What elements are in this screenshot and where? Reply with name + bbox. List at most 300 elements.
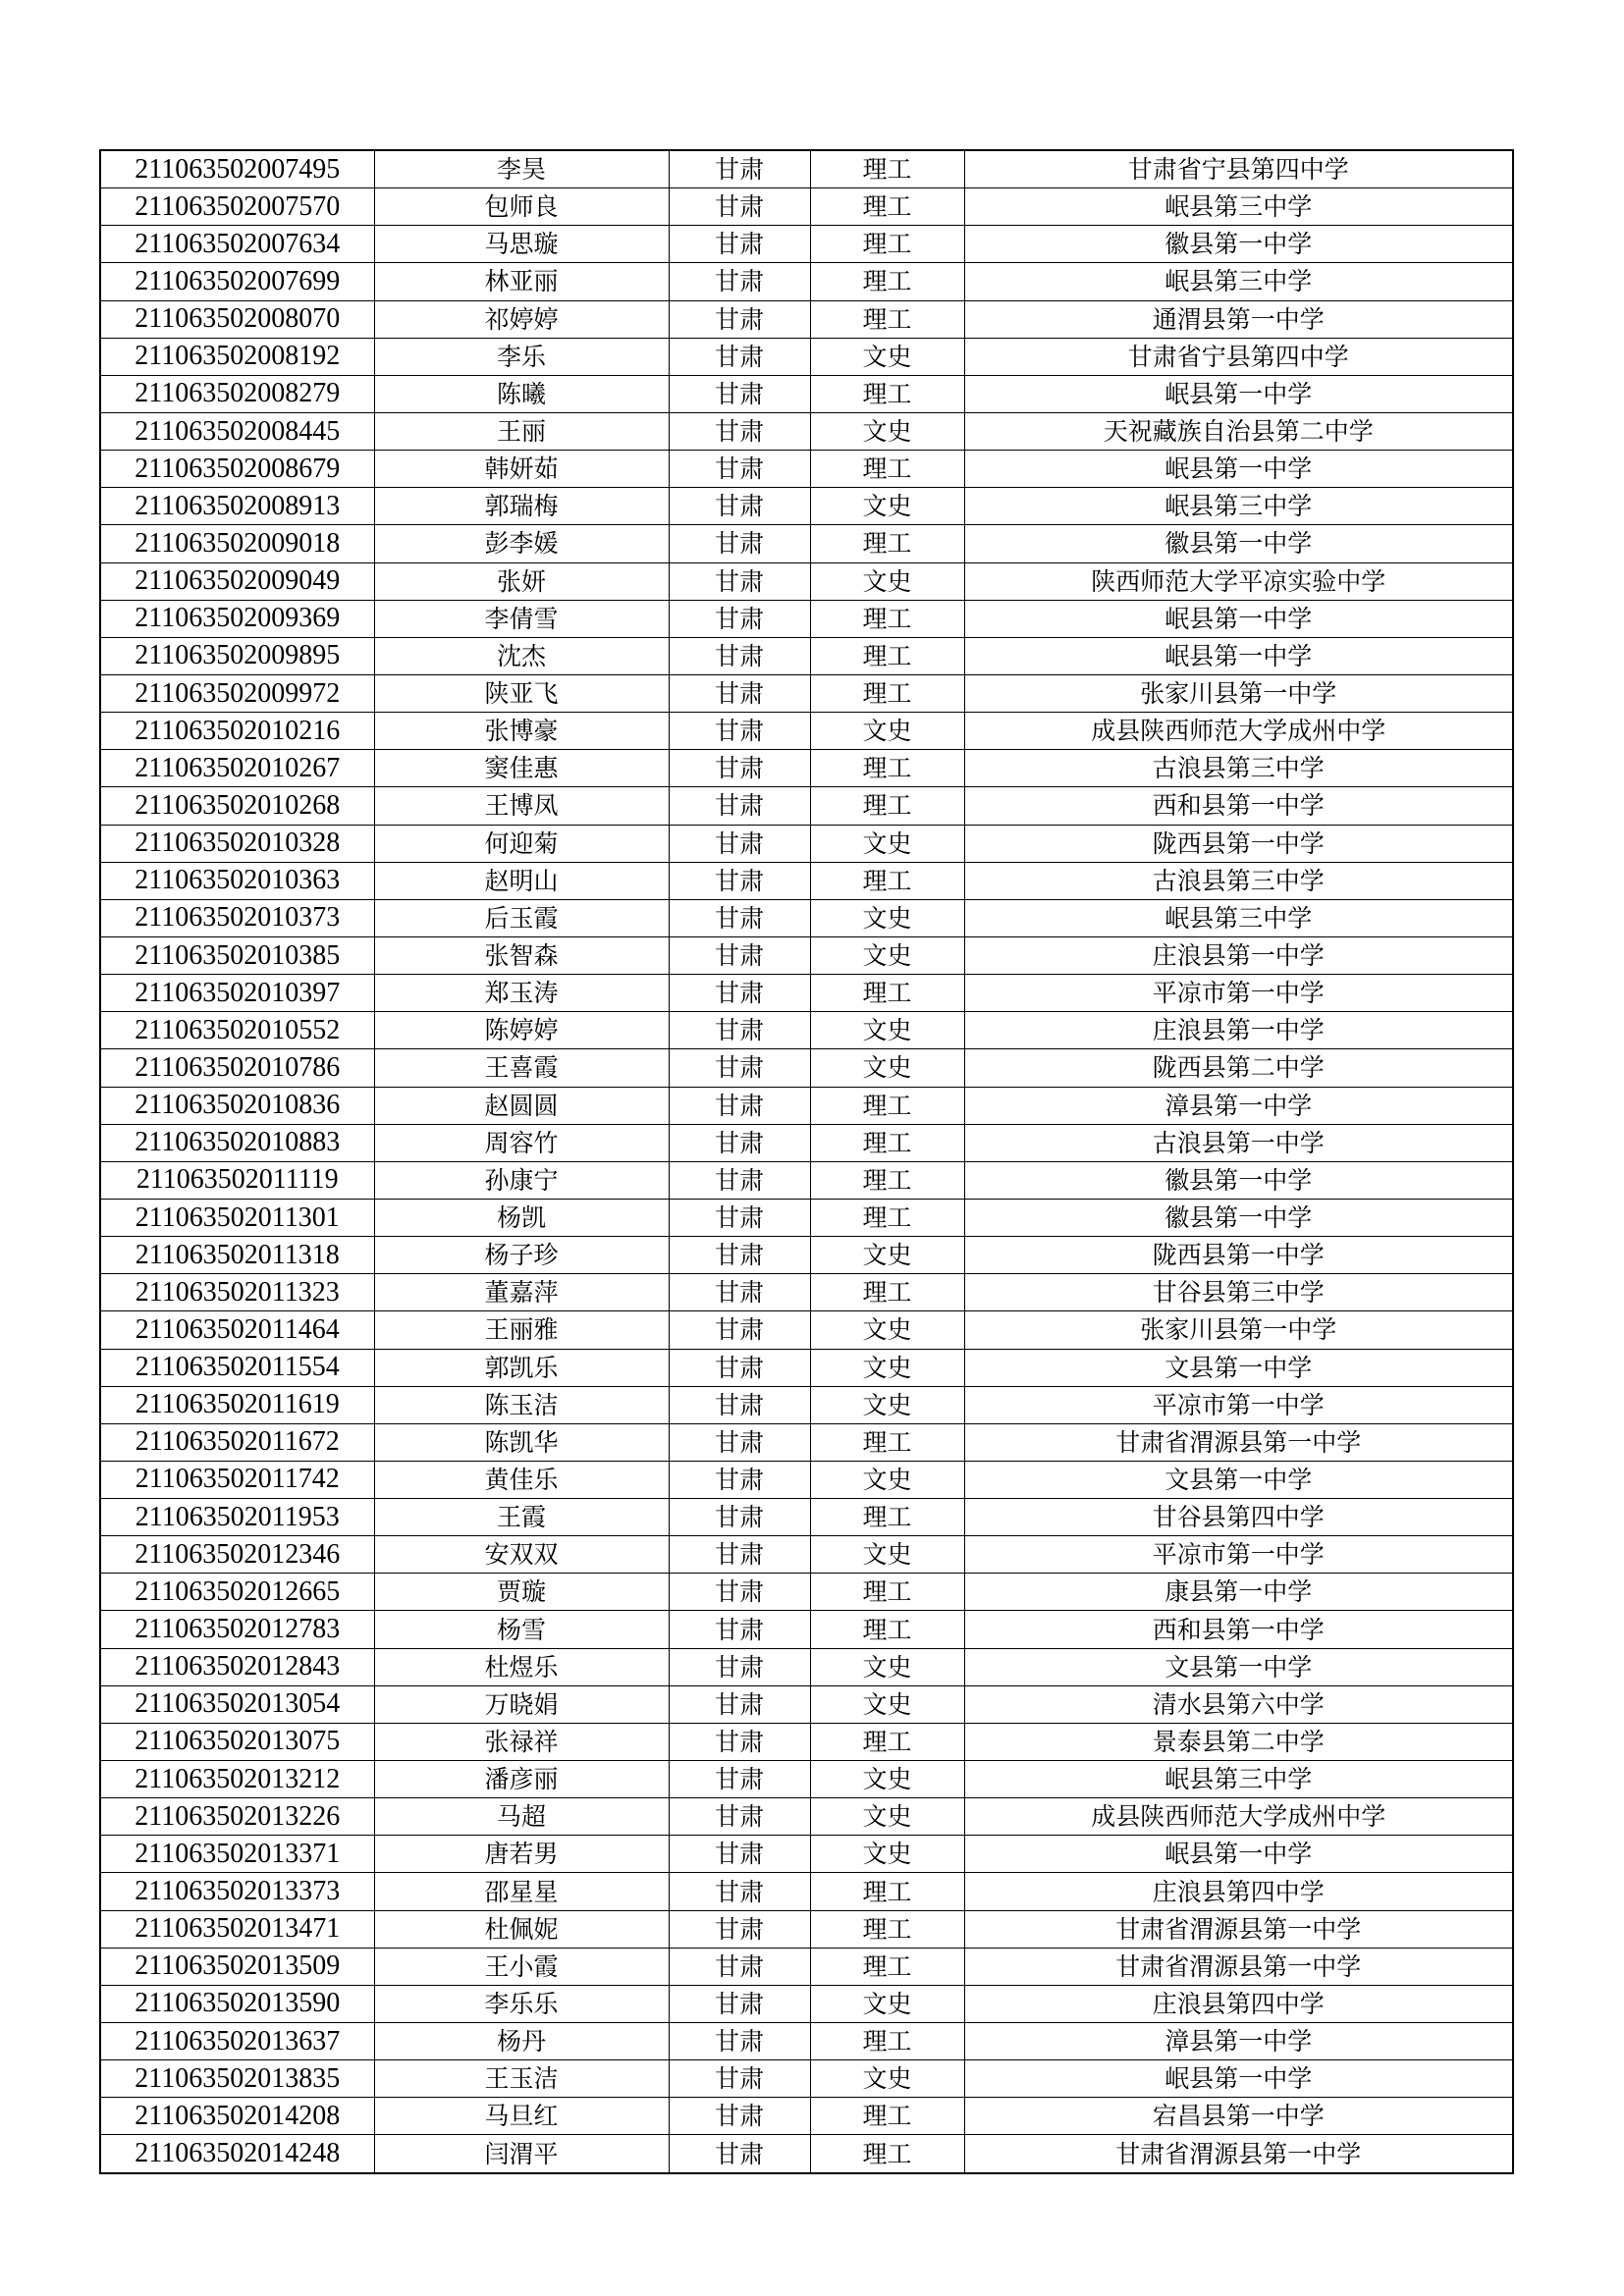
school-name-cell: 景泰县第二中学 [964, 1723, 1513, 1760]
student-name-cell: 唐若男 [374, 1836, 669, 1873]
province-cell: 甘肃 [669, 787, 810, 825]
exam-number-cell: 211063502011318 [100, 1237, 374, 1274]
province-cell: 甘肃 [669, 451, 810, 488]
province-cell: 甘肃 [669, 1311, 810, 1349]
province-cell: 甘肃 [669, 1648, 810, 1685]
province-cell: 甘肃 [669, 1873, 810, 1910]
school-name-cell: 岷县第一中学 [964, 637, 1513, 674]
exam-number-cell: 211063502011672 [100, 1423, 374, 1461]
student-name-cell: 安双双 [374, 1536, 669, 1574]
student-name-cell: 杨丹 [374, 2023, 669, 2060]
exam-number-cell: 211063502013471 [100, 1910, 374, 1948]
student-name-cell: 李倩雪 [374, 600, 669, 637]
exam-number-cell: 211063502013212 [100, 1761, 374, 1798]
subject-type-cell: 文史 [810, 713, 964, 750]
table-row [100, 600, 1513, 637]
province-cell: 甘肃 [669, 1237, 810, 1274]
student-name-cell: 马旦红 [374, 2098, 669, 2135]
table-row [100, 1274, 1513, 1311]
school-name-cell: 清水县第六中学 [964, 1685, 1513, 1723]
exam-number-cell: 211063502008192 [100, 338, 374, 375]
table-row [100, 1049, 1513, 1087]
province-cell: 甘肃 [669, 862, 810, 899]
exam-number-cell: 211063502011301 [100, 1199, 374, 1236]
subject-type-cell: 文史 [810, 1836, 964, 1873]
table-row [100, 1423, 1513, 1461]
student-name-cell: 韩妍茹 [374, 451, 669, 488]
subject-type-cell: 理工 [810, 637, 964, 674]
school-name-cell: 庄浪县第一中学 [964, 1012, 1513, 1049]
exam-number-cell: 211063502010216 [100, 713, 374, 750]
school-name-cell: 成县陕西师范大学成州中学 [964, 1798, 1513, 1836]
province-cell: 甘肃 [669, 375, 810, 412]
student-name-cell: 杨凯 [374, 1199, 669, 1236]
subject-type-cell: 文史 [810, 338, 964, 375]
table-row [100, 1012, 1513, 1049]
school-name-cell: 岷县第一中学 [964, 2060, 1513, 2098]
student-name-cell: 后玉霞 [374, 899, 669, 936]
province-cell: 甘肃 [669, 674, 810, 712]
province-cell: 甘肃 [669, 525, 810, 562]
subject-type-cell: 理工 [810, 451, 964, 488]
subject-type-cell: 文史 [810, 1798, 964, 1836]
exam-number-cell: 211063502010363 [100, 862, 374, 899]
student-name-cell: 张智森 [374, 936, 669, 974]
student-name-cell: 王霞 [374, 1499, 669, 1536]
exam-number-cell: 211063502011619 [100, 1386, 374, 1423]
exam-number-cell: 211063502013054 [100, 1685, 374, 1723]
province-cell: 甘肃 [669, 936, 810, 974]
exam-number-cell: 211063502013637 [100, 2023, 374, 2060]
subject-type-cell: 理工 [810, 1124, 964, 1161]
table-row [100, 1761, 1513, 1798]
school-name-cell: 徽县第一中学 [964, 226, 1513, 263]
school-name-cell: 庄浪县第一中学 [964, 936, 1513, 974]
table-row [100, 300, 1513, 338]
student-name-cell: 张禄祥 [374, 1723, 669, 1760]
student-name-cell: 李昊 [374, 150, 669, 188]
exam-number-cell: 211063502007634 [100, 226, 374, 263]
province-cell: 甘肃 [669, 1499, 810, 1536]
exam-number-cell: 211063502013590 [100, 1985, 374, 2022]
province-cell: 甘肃 [669, 1685, 810, 1723]
subject-type-cell: 理工 [810, 1723, 964, 1760]
exam-number-cell: 211063502014208 [100, 2098, 374, 2135]
student-name-cell: 陈玉洁 [374, 1386, 669, 1423]
table-row [100, 1873, 1513, 1910]
subject-type-cell: 理工 [810, 1910, 964, 1948]
school-name-cell: 岷县第三中学 [964, 899, 1513, 936]
table-row [100, 825, 1513, 862]
exam-number-cell: 211063502010552 [100, 1012, 374, 1049]
subject-type-cell: 理工 [810, 263, 964, 300]
table-row [100, 451, 1513, 488]
school-name-cell: 漳县第一中学 [964, 2023, 1513, 2060]
school-name-cell: 庄浪县第四中学 [964, 1873, 1513, 1910]
table-row [100, 1798, 1513, 1836]
subject-type-cell: 文史 [810, 412, 964, 450]
student-name-cell: 王丽雅 [374, 1311, 669, 1349]
school-name-cell: 岷县第一中学 [964, 451, 1513, 488]
student-name-cell: 杜佩妮 [374, 1910, 669, 1948]
table-row [100, 862, 1513, 899]
school-name-cell: 陇西县第一中学 [964, 1237, 1513, 1274]
school-name-cell: 徽县第一中学 [964, 1161, 1513, 1199]
province-cell: 甘肃 [669, 1087, 810, 1124]
province-cell: 甘肃 [669, 412, 810, 450]
school-name-cell: 岷县第一中学 [964, 375, 1513, 412]
province-cell: 甘肃 [669, 1161, 810, 1199]
exam-number-cell: 211063502013075 [100, 1723, 374, 1760]
exam-number-cell: 211063502011953 [100, 1499, 374, 1536]
table-row [100, 1948, 1513, 1985]
province-cell: 甘肃 [669, 488, 810, 525]
table-row [100, 150, 1513, 188]
exam-number-cell: 211063502010328 [100, 825, 374, 862]
table-row [100, 2023, 1513, 2060]
subject-type-cell: 文史 [810, 488, 964, 525]
table-row [100, 2060, 1513, 2098]
subject-type-cell: 文史 [810, 562, 964, 600]
exam-number-cell: 211063502012783 [100, 1611, 374, 1648]
exam-number-cell: 211063502008679 [100, 451, 374, 488]
student-name-cell: 陈曦 [374, 375, 669, 412]
school-name-cell: 甘肃省渭源县第一中学 [964, 1423, 1513, 1461]
student-name-cell: 杨子珍 [374, 1237, 669, 1274]
student-name-cell: 王小霞 [374, 1948, 669, 1985]
subject-type-cell: 文史 [810, 1648, 964, 1685]
province-cell: 甘肃 [669, 562, 810, 600]
student-name-cell: 沈杰 [374, 637, 669, 674]
school-name-cell: 古浪县第三中学 [964, 750, 1513, 787]
school-name-cell: 甘谷县第三中学 [964, 1274, 1513, 1311]
student-name-cell: 闫渭平 [374, 2135, 669, 2173]
exam-number-cell: 211063502010397 [100, 975, 374, 1012]
school-name-cell: 甘肃省宁县第四中学 [964, 150, 1513, 188]
table-row [100, 899, 1513, 936]
table-row [100, 525, 1513, 562]
province-cell: 甘肃 [669, 1536, 810, 1574]
exam-number-cell: 211063502008279 [100, 375, 374, 412]
table-row [100, 263, 1513, 300]
student-name-cell: 赵明山 [374, 862, 669, 899]
school-name-cell: 平凉市第一中学 [964, 1386, 1513, 1423]
school-name-cell: 文县第一中学 [964, 1461, 1513, 1498]
exam-number-cell: 211063502011742 [100, 1461, 374, 1498]
school-name-cell: 岷县第三中学 [964, 188, 1513, 226]
subject-type-cell: 理工 [810, 1199, 964, 1236]
subject-type-cell: 理工 [810, 1161, 964, 1199]
subject-type-cell: 理工 [810, 600, 964, 637]
school-name-cell: 西和县第一中学 [964, 1611, 1513, 1648]
subject-type-cell: 理工 [810, 1274, 964, 1311]
school-name-cell: 甘肃省宁县第四中学 [964, 338, 1513, 375]
exam-number-cell: 211063502007699 [100, 263, 374, 300]
student-name-cell: 董嘉萍 [374, 1274, 669, 1311]
table-row [100, 1199, 1513, 1236]
table-row [100, 1574, 1513, 1611]
student-name-cell: 张妍 [374, 562, 669, 600]
student-name-cell: 陈婷婷 [374, 1012, 669, 1049]
school-name-cell: 张家川县第一中学 [964, 674, 1513, 712]
province-cell: 甘肃 [669, 1948, 810, 1985]
table-row [100, 936, 1513, 974]
province-cell: 甘肃 [669, 975, 810, 1012]
exam-number-cell: 211063502011323 [100, 1274, 374, 1311]
student-name-cell: 李乐乐 [374, 1985, 669, 2022]
student-name-cell: 王喜霞 [374, 1049, 669, 1087]
school-name-cell: 古浪县第三中学 [964, 862, 1513, 899]
student-name-cell: 郑玉涛 [374, 975, 669, 1012]
table-row [100, 1349, 1513, 1386]
table-row [100, 674, 1513, 712]
table-body [100, 150, 1513, 2173]
subject-type-cell: 文史 [810, 1761, 964, 1798]
student-name-cell: 王玉洁 [374, 2060, 669, 2098]
province-cell: 甘肃 [669, 637, 810, 674]
subject-type-cell: 文史 [810, 1386, 964, 1423]
student-name-cell: 郭瑞梅 [374, 488, 669, 525]
student-list-table [99, 149, 1514, 2174]
province-cell: 甘肃 [669, 825, 810, 862]
exam-number-cell: 211063502011464 [100, 1311, 374, 1349]
table-row [100, 1985, 1513, 2022]
province-cell: 甘肃 [669, 1423, 810, 1461]
subject-type-cell: 理工 [810, 862, 964, 899]
subject-type-cell: 文史 [810, 2060, 964, 2098]
subject-type-cell: 文史 [810, 1237, 964, 1274]
table-row [100, 1611, 1513, 1648]
province-cell: 甘肃 [669, 1723, 810, 1760]
table-row [100, 2135, 1513, 2173]
province-cell: 甘肃 [669, 338, 810, 375]
exam-number-cell: 211063502008445 [100, 412, 374, 450]
subject-type-cell: 文史 [810, 899, 964, 936]
subject-type-cell: 文史 [810, 1012, 964, 1049]
province-cell: 甘肃 [669, 1274, 810, 1311]
subject-type-cell: 理工 [810, 975, 964, 1012]
exam-number-cell: 211063502008913 [100, 488, 374, 525]
exam-number-cell: 211063502010836 [100, 1087, 374, 1124]
student-name-cell: 杜煜乐 [374, 1648, 669, 1685]
subject-type-cell: 理工 [810, 1574, 964, 1611]
subject-type-cell: 理工 [810, 674, 964, 712]
table-row [100, 1087, 1513, 1124]
school-name-cell: 康县第一中学 [964, 1574, 1513, 1611]
table-row [100, 975, 1513, 1012]
province-cell: 甘肃 [669, 2098, 810, 2135]
subject-type-cell: 文史 [810, 825, 964, 862]
subject-type-cell: 理工 [810, 750, 964, 787]
school-name-cell: 成县陕西师范大学成州中学 [964, 713, 1513, 750]
exam-number-cell: 211063502010385 [100, 936, 374, 974]
subject-type-cell: 理工 [810, 1087, 964, 1124]
province-cell: 甘肃 [669, 2135, 810, 2173]
student-name-cell: 郭凯乐 [374, 1349, 669, 1386]
exam-number-cell: 211063502012346 [100, 1536, 374, 1574]
school-name-cell: 宕昌县第一中学 [964, 2098, 1513, 2135]
province-cell: 甘肃 [669, 1461, 810, 1498]
province-cell: 甘肃 [669, 1199, 810, 1236]
school-name-cell: 甘谷县第四中学 [964, 1499, 1513, 1536]
school-name-cell: 徽县第一中学 [964, 1199, 1513, 1236]
subject-type-cell: 理工 [810, 188, 964, 226]
province-cell: 甘肃 [669, 1124, 810, 1161]
student-name-cell: 祁婷婷 [374, 300, 669, 338]
school-name-cell: 张家川县第一中学 [964, 1311, 1513, 1349]
student-name-cell: 万晓娟 [374, 1685, 669, 1723]
subject-type-cell: 理工 [810, 2135, 964, 2173]
province-cell: 甘肃 [669, 1049, 810, 1087]
subject-type-cell: 理工 [810, 1873, 964, 1910]
table-row [100, 713, 1513, 750]
subject-type-cell: 理工 [810, 1423, 964, 1461]
subject-type-cell: 文史 [810, 1349, 964, 1386]
school-name-cell: 岷县第一中学 [964, 600, 1513, 637]
subject-type-cell: 文史 [810, 1536, 964, 1574]
table-row [100, 1536, 1513, 1574]
province-cell: 甘肃 [669, 899, 810, 936]
table-row [100, 1723, 1513, 1760]
student-name-cell: 张博豪 [374, 713, 669, 750]
school-name-cell: 陇西县第一中学 [964, 825, 1513, 862]
province-cell: 甘肃 [669, 750, 810, 787]
student-name-cell: 王博凤 [374, 787, 669, 825]
subject-type-cell: 理工 [810, 525, 964, 562]
table-row [100, 787, 1513, 825]
province-cell: 甘肃 [669, 1761, 810, 1798]
table-row [100, 1910, 1513, 1948]
school-name-cell: 庄浪县第四中学 [964, 1985, 1513, 2022]
province-cell: 甘肃 [669, 150, 810, 188]
school-name-cell: 天祝藏族自治县第二中学 [964, 412, 1513, 450]
table-row [100, 1311, 1513, 1349]
school-name-cell: 岷县第三中学 [964, 263, 1513, 300]
school-name-cell: 文县第一中学 [964, 1349, 1513, 1386]
student-name-cell: 赵圆圆 [374, 1087, 669, 1124]
exam-number-cell: 211063502010267 [100, 750, 374, 787]
student-name-cell: 窦佳惠 [374, 750, 669, 787]
exam-number-cell: 211063502009018 [100, 525, 374, 562]
subject-type-cell: 理工 [810, 1948, 964, 1985]
exam-number-cell: 211063502013835 [100, 2060, 374, 2098]
school-name-cell: 岷县第三中学 [964, 1761, 1513, 1798]
student-name-cell: 林亚丽 [374, 263, 669, 300]
province-cell: 甘肃 [669, 1798, 810, 1836]
exam-number-cell: 211063502011554 [100, 1349, 374, 1386]
student-name-cell: 何迎菊 [374, 825, 669, 862]
province-cell: 甘肃 [669, 1012, 810, 1049]
table-row [100, 1237, 1513, 1274]
student-name-cell: 李乐 [374, 338, 669, 375]
subject-type-cell: 理工 [810, 2098, 964, 2135]
exam-number-cell: 211063502008070 [100, 300, 374, 338]
table-row [100, 750, 1513, 787]
school-name-cell: 甘肃省渭源县第一中学 [964, 2135, 1513, 2173]
province-cell: 甘肃 [669, 2060, 810, 2098]
school-name-cell: 文县第一中学 [964, 1648, 1513, 1685]
table-row [100, 1685, 1513, 1723]
table-row [100, 226, 1513, 263]
student-name-cell: 王丽 [374, 412, 669, 450]
table-row [100, 1499, 1513, 1536]
province-cell: 甘肃 [669, 1611, 810, 1648]
student-name-cell: 彭李媛 [374, 525, 669, 562]
table-row [100, 1836, 1513, 1873]
subject-type-cell: 理工 [810, 375, 964, 412]
school-name-cell: 陕西师范大学平凉实验中学 [964, 562, 1513, 600]
table-row [100, 1161, 1513, 1199]
table-row [100, 1124, 1513, 1161]
school-name-cell: 平凉市第一中学 [964, 975, 1513, 1012]
student-name-cell: 包师良 [374, 188, 669, 226]
exam-number-cell: 211063502009972 [100, 674, 374, 712]
province-cell: 甘肃 [669, 713, 810, 750]
exam-number-cell: 211063502009895 [100, 637, 374, 674]
province-cell: 甘肃 [669, 188, 810, 226]
student-name-cell: 马超 [374, 1798, 669, 1836]
table-row [100, 375, 1513, 412]
subject-type-cell: 理工 [810, 1611, 964, 1648]
subject-type-cell: 理工 [810, 787, 964, 825]
school-name-cell: 通渭县第一中学 [964, 300, 1513, 338]
province-cell: 甘肃 [669, 1386, 810, 1423]
exam-number-cell: 211063502007570 [100, 188, 374, 226]
exam-number-cell: 211063502014248 [100, 2135, 374, 2173]
subject-type-cell: 文史 [810, 1985, 964, 2022]
table-row [100, 188, 1513, 226]
subject-type-cell: 理工 [810, 300, 964, 338]
exam-number-cell: 211063502013371 [100, 1836, 374, 1873]
school-name-cell: 陇西县第二中学 [964, 1049, 1513, 1087]
student-name-cell: 陕亚飞 [374, 674, 669, 712]
province-cell: 甘肃 [669, 1349, 810, 1386]
school-name-cell: 岷县第三中学 [964, 488, 1513, 525]
student-name-cell: 潘彦丽 [374, 1761, 669, 1798]
province-cell: 甘肃 [669, 600, 810, 637]
table-row [100, 488, 1513, 525]
table-row [100, 1461, 1513, 1498]
school-name-cell: 西和县第一中学 [964, 787, 1513, 825]
exam-number-cell: 211063502007495 [100, 150, 374, 188]
exam-number-cell: 211063502010268 [100, 787, 374, 825]
province-cell: 甘肃 [669, 1836, 810, 1873]
province-cell: 甘肃 [669, 1910, 810, 1948]
student-name-cell: 孙康宁 [374, 1161, 669, 1199]
table-row [100, 562, 1513, 600]
student-name-cell: 邵星星 [374, 1873, 669, 1910]
student-name-cell: 陈凯华 [374, 1423, 669, 1461]
exam-number-cell: 211063502010883 [100, 1124, 374, 1161]
province-cell: 甘肃 [669, 226, 810, 263]
school-name-cell: 漳县第一中学 [964, 1087, 1513, 1124]
exam-number-cell: 211063502010786 [100, 1049, 374, 1087]
subject-type-cell: 文史 [810, 1049, 964, 1087]
exam-number-cell: 211063502013373 [100, 1873, 374, 1910]
subject-type-cell: 理工 [810, 2023, 964, 2060]
school-name-cell: 徽县第一中学 [964, 525, 1513, 562]
student-name-cell: 黄佳乐 [374, 1461, 669, 1498]
subject-type-cell: 文史 [810, 1461, 964, 1498]
table-row [100, 637, 1513, 674]
subject-type-cell: 文史 [810, 1311, 964, 1349]
school-name-cell: 平凉市第一中学 [964, 1536, 1513, 1574]
province-cell: 甘肃 [669, 263, 810, 300]
province-cell: 甘肃 [669, 300, 810, 338]
province-cell: 甘肃 [669, 1985, 810, 2022]
subject-type-cell: 理工 [810, 226, 964, 263]
school-name-cell: 古浪县第一中学 [964, 1124, 1513, 1161]
